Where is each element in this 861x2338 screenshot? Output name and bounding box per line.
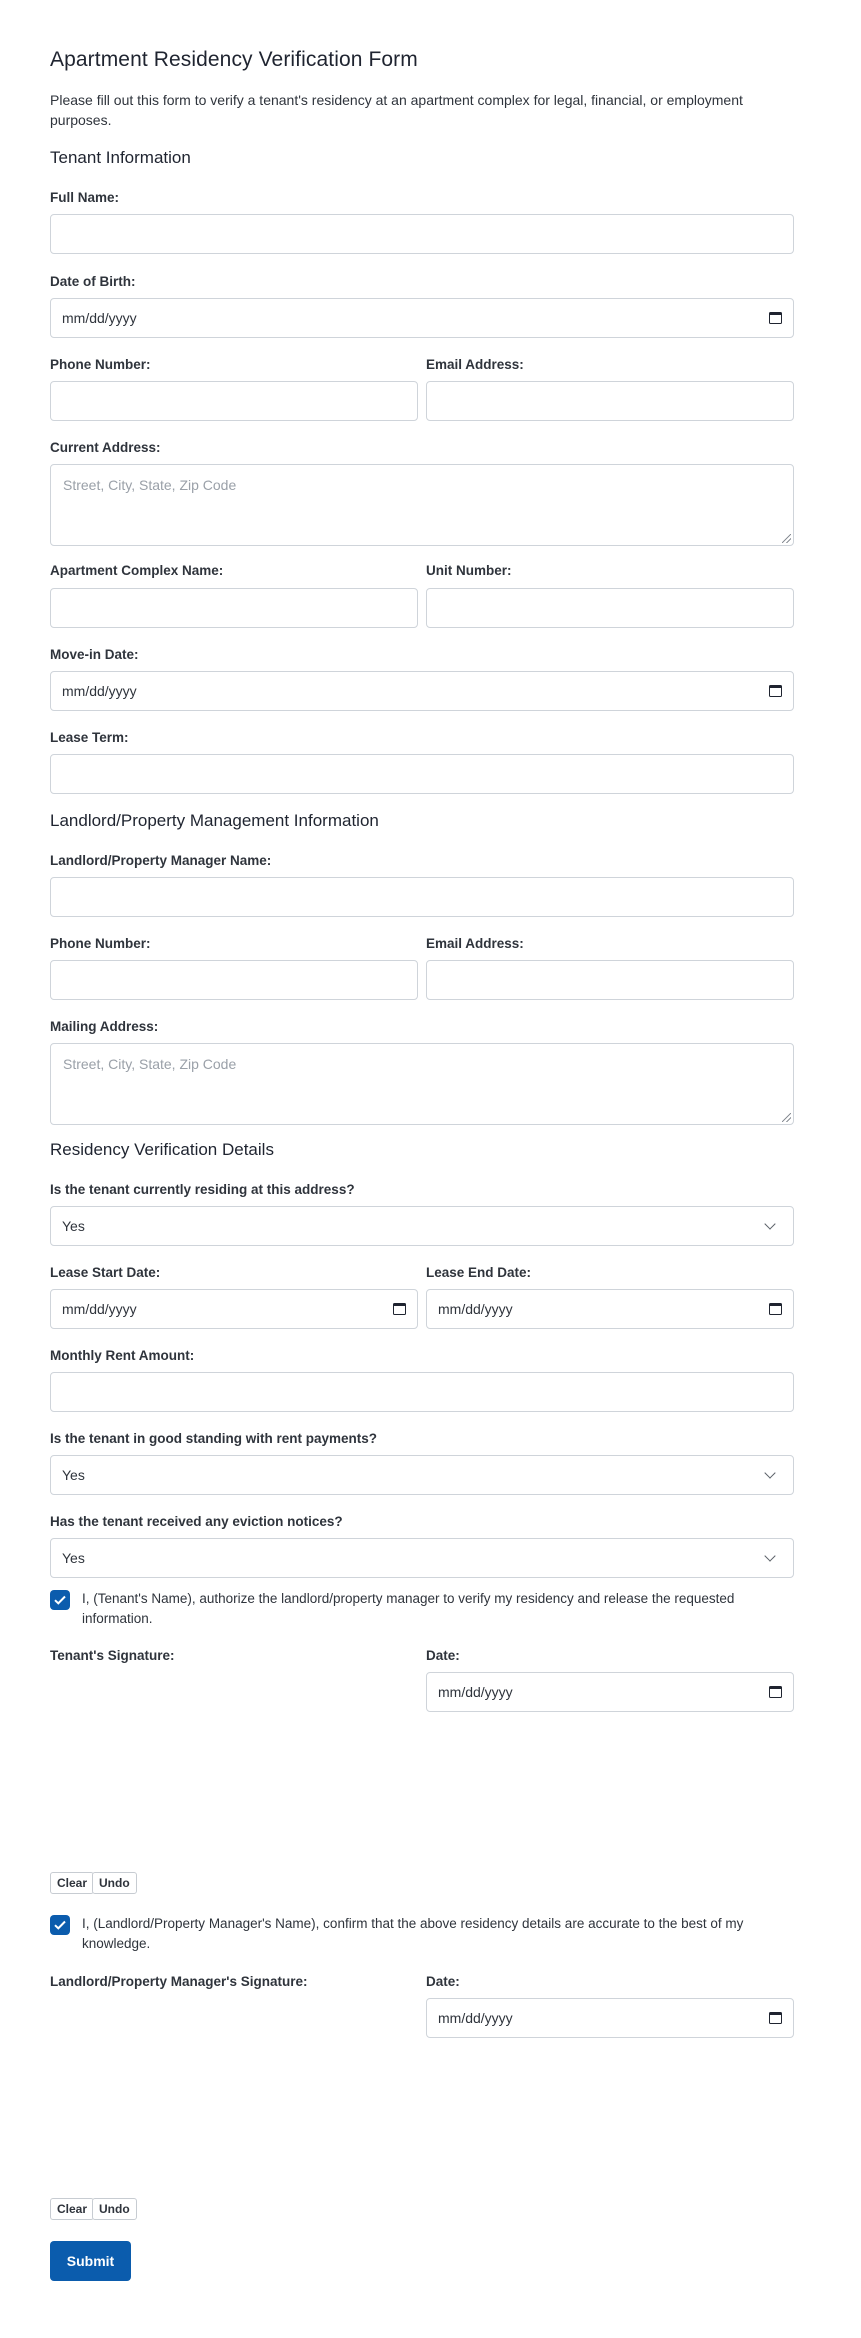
dob-label: Date of Birth:: [50, 274, 136, 289]
tenant-date-label: Date:: [426, 1648, 460, 1663]
eviction-label: Has the tenant received any eviction notices?: [50, 1514, 343, 1529]
calendar-icon[interactable]: [769, 2012, 782, 2024]
rent-amount-label: Monthly Rent Amount:: [50, 1348, 195, 1363]
movein-value: mm/dd/yyyy: [62, 683, 137, 699]
tenant-signature-label: Tenant's Signature:: [50, 1648, 175, 1663]
calendar-icon[interactable]: [769, 312, 782, 324]
residing-label: Is the tenant currently residing at this address?: [50, 1182, 355, 1197]
lease-end-value: mm/dd/yyyy: [438, 1301, 513, 1317]
residing-selected-value: Yes: [62, 1218, 85, 1234]
landlord-signature-date-input[interactable]: [426, 1998, 794, 2038]
movein-date-label: Move-in Date:: [50, 647, 139, 662]
tenant-signature-clear-button[interactable]: Clear: [50, 1872, 94, 1894]
lease-start-value: mm/dd/yyyy: [62, 1301, 137, 1317]
section-heading-landlord: Landlord/Property Management Information: [50, 811, 379, 830]
movein-date-input[interactable]: [50, 671, 794, 711]
tenant-email-input[interactable]: [426, 381, 794, 421]
tenant-authorize-checkbox[interactable]: [50, 1590, 70, 1610]
unit-number-label: Unit Number:: [426, 563, 512, 578]
complex-name-input[interactable]: [50, 588, 418, 628]
lease-start-date-input[interactable]: [50, 1289, 418, 1329]
section-heading-tenant: Tenant Information: [50, 148, 191, 167]
lease-term-label: Lease Term:: [50, 730, 129, 745]
check-icon: [54, 1595, 66, 1605]
landlord-date-value: mm/dd/yyyy: [438, 2010, 513, 2026]
mailing-address-label: Mailing Address:: [50, 1019, 159, 1034]
current-address-textarea[interactable]: [50, 464, 794, 546]
unit-number-input[interactable]: [426, 588, 794, 628]
landlord-signature-clear-button[interactable]: Clear: [50, 2198, 94, 2220]
good-standing-label: Is the tenant in good standing with rent payments?: [50, 1431, 378, 1446]
landlord-email-label: Email Address:: [426, 936, 524, 951]
calendar-icon[interactable]: [393, 1303, 406, 1315]
form-description: Please fill out this form to verify a tenant's residency at an apartment complex for legal, financial, or employment purposes.: [50, 92, 743, 128]
dob-value: mm/dd/yyyy: [62, 310, 137, 326]
landlord-phone-label: Phone Number:: [50, 936, 151, 951]
good-standing-select[interactable]: [50, 1455, 794, 1495]
tenant-email-label: Email Address:: [426, 357, 524, 372]
lease-end-label: Lease End Date:: [426, 1265, 532, 1280]
landlord-confirm-text: I, (Landlord/Property Manager's Name), confirm that the above residency details are accurate to the best of my knowledge.: [82, 1916, 744, 1951]
calendar-icon[interactable]: [769, 1303, 782, 1315]
tenant-signature-date-input[interactable]: [426, 1672, 794, 1712]
check-icon: [54, 1920, 66, 1930]
section-heading-verification: Residency Verification Details: [50, 1140, 274, 1159]
tenant-signature-undo-button[interactable]: Undo: [92, 1872, 137, 1894]
residing-select[interactable]: [50, 1206, 794, 1246]
resize-handle-icon[interactable]: [782, 1113, 791, 1122]
complex-name-label: Apartment Complex Name:: [50, 563, 224, 578]
current-address-label: Current Address:: [50, 440, 161, 455]
calendar-icon[interactable]: [769, 685, 782, 697]
landlord-signature-undo-button[interactable]: Undo: [92, 2198, 137, 2220]
landlord-signature-label: Landlord/Property Manager's Signature:: [50, 1974, 308, 1989]
resize-handle-icon[interactable]: [782, 534, 791, 543]
good-standing-selected-value: Yes: [62, 1467, 85, 1483]
landlord-signature-pad[interactable]: [50, 1996, 418, 2196]
chevron-down-icon: [764, 1467, 775, 1478]
landlord-name-label: Landlord/Property Manager Name:: [50, 853, 272, 868]
landlord-confirm-checkbox[interactable]: [50, 1915, 70, 1935]
tenant-authorize-text: I, (Tenant's Name), authorize the landlord/property manager to verify my residency and release the requested information.: [82, 1591, 735, 1626]
calendar-icon[interactable]: [769, 1686, 782, 1698]
form-title: Apartment Residency Verification Form: [50, 48, 418, 71]
eviction-select[interactable]: [50, 1538, 794, 1578]
lease-end-date-input[interactable]: [426, 1289, 794, 1329]
chevron-down-icon: [764, 1550, 775, 1561]
mailing-address-textarea[interactable]: [50, 1043, 794, 1125]
landlord-phone-input[interactable]: [50, 960, 418, 1000]
lease-term-input[interactable]: [50, 754, 794, 794]
chevron-down-icon: [764, 1218, 775, 1229]
eviction-selected-value: Yes: [62, 1550, 85, 1566]
current-address-placeholder: Street, City, State, Zip Code: [63, 477, 237, 493]
tenant-date-value: mm/dd/yyyy: [438, 1684, 513, 1700]
lease-start-label: Lease Start Date:: [50, 1265, 161, 1280]
tenant-phone-input[interactable]: [50, 381, 418, 421]
full-name-label: Full Name:: [50, 190, 120, 205]
landlord-name-input[interactable]: [50, 877, 794, 917]
submit-button[interactable]: Submit: [50, 2241, 131, 2281]
mailing-address-placeholder: Street, City, State, Zip Code: [63, 1056, 237, 1072]
dob-date-input[interactable]: [50, 298, 794, 338]
rent-amount-input[interactable]: [50, 1372, 794, 1412]
full-name-input[interactable]: [50, 214, 794, 254]
landlord-date-label: Date:: [426, 1974, 460, 1989]
tenant-phone-label: Phone Number:: [50, 357, 151, 372]
tenant-signature-pad[interactable]: [50, 1670, 418, 1870]
landlord-email-input[interactable]: [426, 960, 794, 1000]
